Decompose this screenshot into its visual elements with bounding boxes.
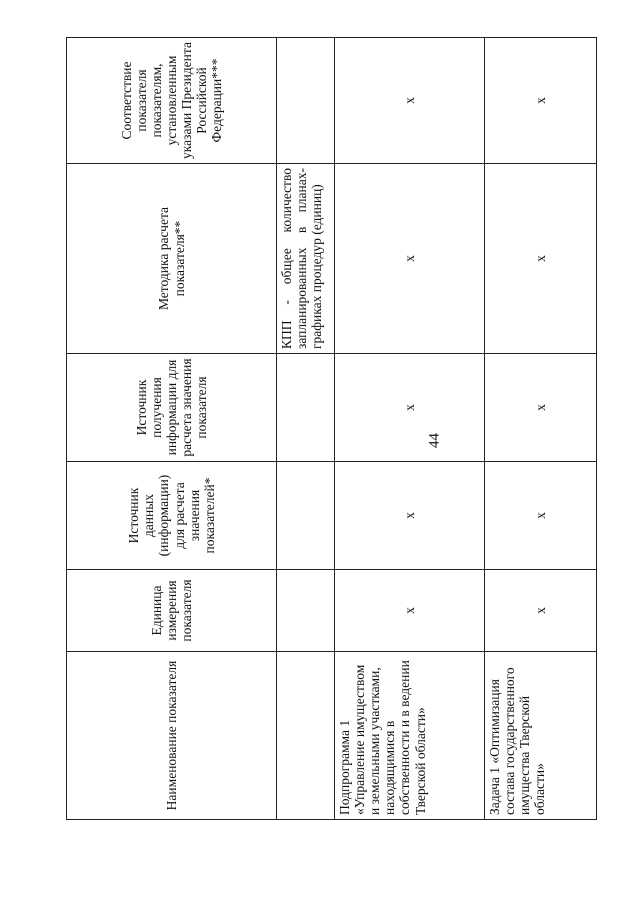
cell-data-source-empty	[277, 462, 335, 570]
header-info-source: Источник получения информации для расчета значения показателя	[67, 354, 277, 462]
table-header-row	[67, 38, 277, 820]
table-row-formula	[277, 38, 335, 820]
cell-task-method: х	[485, 164, 597, 354]
cell-compliance-empty	[277, 38, 335, 164]
indicator-table	[66, 37, 597, 820]
header-data-source: Источник данных (информации) для расчета значения показателей*	[67, 462, 277, 570]
cell-subprogram-data-source: х	[335, 462, 485, 570]
header-compliance: Соответствие показателя показателям, установленным указами Президента Российской Федерации***	[67, 38, 277, 164]
cell-task-info-source: х	[485, 354, 597, 462]
cell-name-empty	[277, 652, 335, 820]
table-row-subprogram	[335, 38, 485, 820]
cell-subprogram-unit: х	[335, 570, 485, 652]
header-unit: Единица измерения показателя	[67, 570, 277, 652]
cell-task-name: Задача 1 «Оптимизация состава государственного имущества Тверской области»	[485, 652, 597, 820]
cell-subprogram-name: Подпрограмма 1 «Управление имуществом и земельными участками, находящимися в собственности и в ведении Тверской области»	[335, 652, 485, 820]
header-name: Наименование показателя	[67, 652, 277, 820]
header-method: Методика расчета показателя**	[67, 164, 277, 354]
page-number: 44	[426, 433, 443, 448]
cell-task-compliance: х	[485, 38, 597, 164]
cell-subprogram-info-source: х	[335, 354, 485, 462]
cell-subprogram-compliance: х	[335, 38, 485, 164]
table-row-task	[485, 38, 597, 820]
cell-task-data-source: х	[485, 462, 597, 570]
cell-method-formula: КПП - общее количество запланированных в планах-графиках процедур (единиц)	[277, 164, 335, 354]
cell-info-source-empty	[277, 354, 335, 462]
cell-task-unit: х	[485, 570, 597, 652]
cell-unit-empty	[277, 570, 335, 652]
indicator-table-wrapper	[66, 38, 548, 820]
cell-subprogram-method: х	[335, 164, 485, 354]
